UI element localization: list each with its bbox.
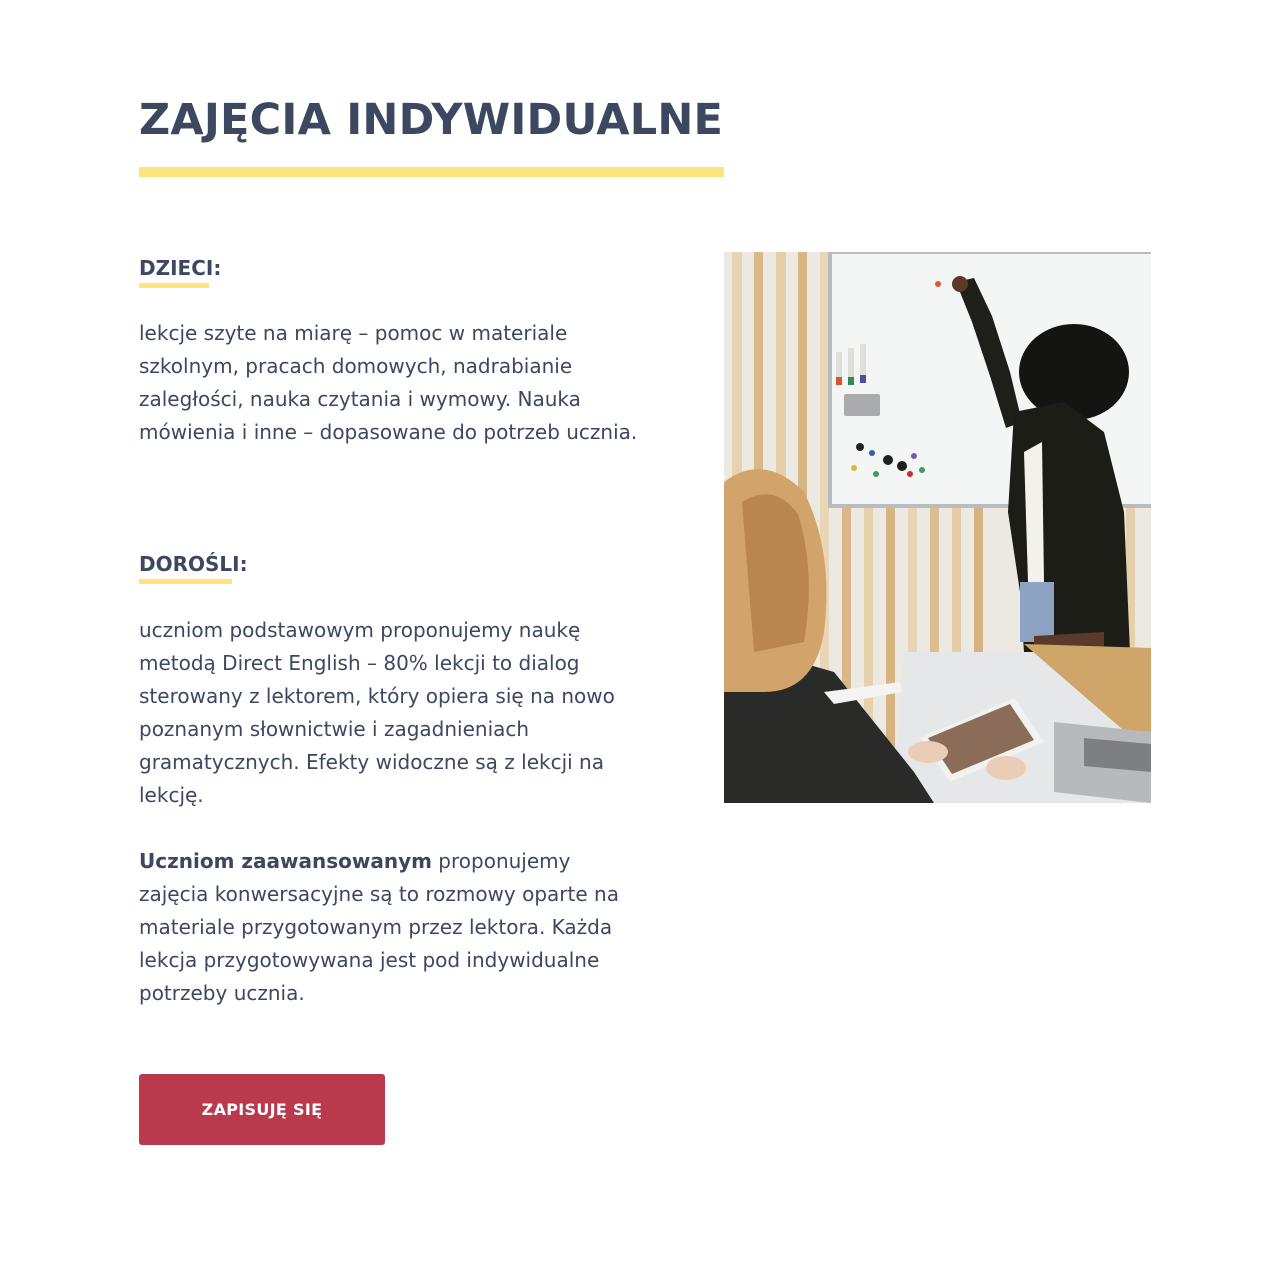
children-description: lekcje szyte na miarę – pomoc w materiale szkolnym, pracach domowych, nadrabianie zaległości, nauka czytania i wymowy. Nauka mówienia i inne – dopasowane do potrzeb ucznia. bbox=[139, 321, 638, 444]
adults-heading: DOROŚLI: bbox=[139, 552, 248, 576]
page-title: ZAJĘCIA INDYWIDUALNE bbox=[139, 95, 724, 145]
advanced-description bbox=[139, 845, 644, 1010]
signup-button[interactable]: ZAPISUJĘ SIĘ bbox=[139, 1074, 385, 1145]
title-underline bbox=[139, 167, 724, 177]
classroom-photo bbox=[724, 252, 1151, 803]
adults-heading-underline bbox=[139, 579, 232, 584]
adults-description: uczniom podstawowym proponujemy naukę metodą Direct English – 80% lekcji to dialog sterowany z lektorem, który opiera się na nowo poznanym słownictwie i zagadnieniach gramatycznych. Efekty widoczne są z lekcji na lekcję. bbox=[139, 618, 615, 807]
children-heading-underline bbox=[139, 283, 209, 288]
classroom-illustration bbox=[724, 252, 1151, 803]
advanced-text: proponujemy zajęcia konwersacyjne są to rozmowy oparte na materiale przygotowanym przez lektora. Każda lekcja przygotowywana jest pod indywidualne potrzeby ucznia. bbox=[139, 849, 619, 1005]
advanced-bold-label: Uczniom zaawansowanym bbox=[139, 849, 432, 873]
children-heading: DZIECI: bbox=[139, 256, 222, 280]
